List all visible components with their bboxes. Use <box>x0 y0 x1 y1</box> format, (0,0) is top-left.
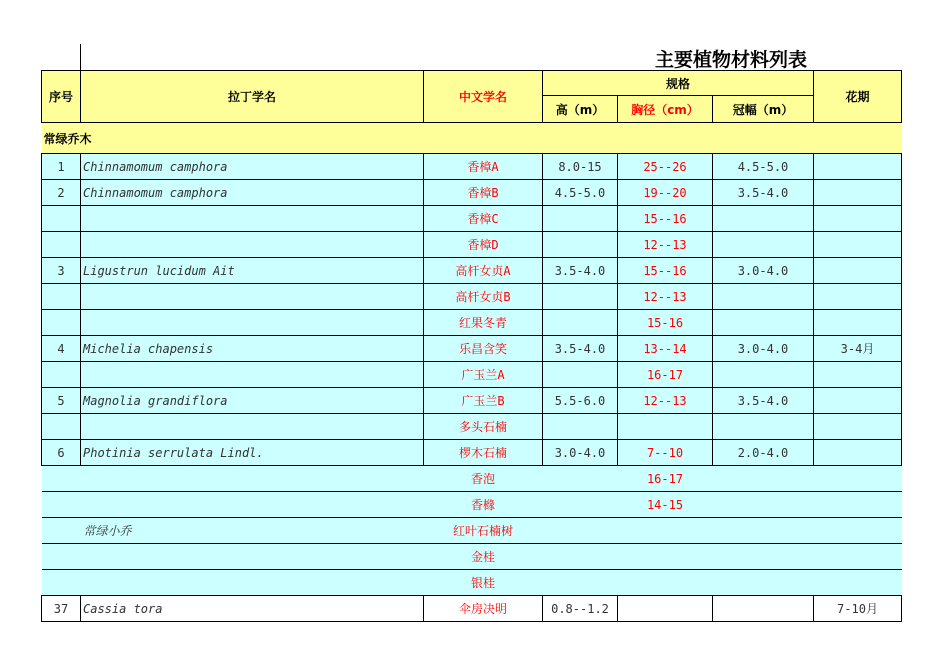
cell-latin: Cassia tora <box>81 596 424 622</box>
cell-seq <box>42 284 81 310</box>
cell-latin: Ligustrun lucidum Ait <box>81 258 424 284</box>
cell-rest <box>713 466 902 492</box>
cell-crown <box>713 206 814 232</box>
cell-dbh <box>618 544 713 570</box>
cell-height: 0.8--1.2 <box>543 596 618 622</box>
cell-group-label <box>42 466 424 492</box>
table-row <box>42 440 902 466</box>
top-divider-line <box>80 44 81 70</box>
cell-flower <box>814 440 902 466</box>
cell-flower <box>814 310 902 336</box>
cell-flower <box>814 362 902 388</box>
cell-height: 4.5-5.0 <box>543 180 618 206</box>
cell-height: 5.5-6.0 <box>543 388 618 414</box>
cell-group-label: 常绿小乔 <box>42 518 424 544</box>
cell-dbh: 12--13 <box>618 232 713 258</box>
cell-height <box>543 518 618 544</box>
header-latin: 拉丁学名 <box>81 71 424 123</box>
cell-latin <box>81 232 424 258</box>
cell-height: 8.0-15 <box>543 154 618 180</box>
cell-height <box>543 414 618 440</box>
cell-chinese: 香橼 <box>424 492 543 518</box>
cell-flower <box>814 154 902 180</box>
table-row <box>42 388 902 414</box>
cell-flower <box>814 388 902 414</box>
header-seq: 序号 <box>42 71 81 123</box>
cell-dbh <box>618 596 713 622</box>
cell-chinese: 广玉兰A <box>424 362 543 388</box>
cell-crown: 3.5-4.0 <box>713 180 814 206</box>
cell-chinese: 伞房决明 <box>424 596 543 622</box>
cell-latin <box>81 414 424 440</box>
cell-dbh <box>618 518 713 544</box>
cell-rest <box>713 570 902 596</box>
cell-flower <box>814 232 902 258</box>
cell-group-label <box>42 492 424 518</box>
cell-latin <box>81 310 424 336</box>
cell-chinese: 红果冬青 <box>424 310 543 336</box>
cell-seq <box>42 206 81 232</box>
cell-height <box>543 492 618 518</box>
table-row <box>42 362 902 388</box>
cell-latin <box>81 206 424 232</box>
header-row <box>42 71 902 96</box>
cell-seq <box>42 414 81 440</box>
cell-crown <box>713 414 814 440</box>
cell-height: 3.5-4.0 <box>543 336 618 362</box>
cell-latin: Chinnamomum camphora <box>81 154 424 180</box>
cell-height: 3.5-4.0 <box>543 258 618 284</box>
cell-seq: 5 <box>42 388 81 414</box>
header-height: 高（m） <box>543 96 618 123</box>
cell-crown <box>713 284 814 310</box>
cell-height <box>543 284 618 310</box>
table-row <box>42 232 902 258</box>
cell-seq <box>42 310 81 336</box>
cell-dbh: 16-17 <box>618 466 713 492</box>
cell-seq: 3 <box>42 258 81 284</box>
cell-height <box>543 362 618 388</box>
table-row <box>42 180 902 206</box>
cell-height <box>543 570 618 596</box>
cell-height <box>543 206 618 232</box>
cell-chinese: 银桂 <box>424 570 543 596</box>
cell-dbh <box>618 570 713 596</box>
cell-dbh: 7--10 <box>618 440 713 466</box>
header-spec: 规格 <box>543 71 814 96</box>
cell-chinese: 高杆女贞A <box>424 258 543 284</box>
cell-seq: 6 <box>42 440 81 466</box>
cell-dbh <box>618 414 713 440</box>
cell-height <box>543 232 618 258</box>
table-row <box>42 258 902 284</box>
table-row <box>42 414 902 440</box>
cell-chinese: 香樟B <box>424 180 543 206</box>
cell-chinese: 乐昌含笑 <box>424 336 543 362</box>
cell-dbh: 15-16 <box>618 310 713 336</box>
cell-crown <box>713 310 814 336</box>
cell-seq: 1 <box>42 154 81 180</box>
cell-chinese: 高杆女贞B <box>424 284 543 310</box>
cell-flower <box>814 206 902 232</box>
cell-crown: 2.0-4.0 <box>713 440 814 466</box>
category-row <box>42 123 902 154</box>
cell-flower <box>814 284 902 310</box>
cell-dbh: 13--14 <box>618 336 713 362</box>
cell-latin: Chinnamomum camphora <box>81 180 424 206</box>
cell-flower <box>814 414 902 440</box>
cell-flower <box>814 180 902 206</box>
cell-latin <box>81 284 424 310</box>
cell-chinese: 香樟C <box>424 206 543 232</box>
page-title: 主要植物材料列表 <box>655 49 808 71</box>
table-row <box>42 310 902 336</box>
cell-height <box>543 544 618 570</box>
cell-latin: Michelia chapensis <box>81 336 424 362</box>
cell-seq <box>42 362 81 388</box>
table-row <box>42 154 902 180</box>
cell-rest <box>713 544 902 570</box>
cell-flower: 7-10月 <box>814 596 902 622</box>
cell-chinese: 红叶石楠树 <box>424 518 543 544</box>
cell-seq <box>42 232 81 258</box>
cell-seq: 4 <box>42 336 81 362</box>
cell-chinese: 香泡 <box>424 466 543 492</box>
table-row-merged <box>42 544 902 570</box>
header-crown: 冠幅（m） <box>713 96 814 123</box>
table-row <box>42 284 902 310</box>
cell-flower: 3-4月 <box>814 336 902 362</box>
cell-flower <box>814 258 902 284</box>
table-row <box>42 336 902 362</box>
cell-crown: 3.0-4.0 <box>713 258 814 284</box>
cell-dbh: 25--26 <box>618 154 713 180</box>
cell-latin: Magnolia grandiflora <box>81 388 424 414</box>
cell-chinese: 多头石楠 <box>424 414 543 440</box>
cell-dbh: 15--16 <box>618 206 713 232</box>
cell-group-label <box>42 544 424 570</box>
cell-height: 3.0-4.0 <box>543 440 618 466</box>
cell-dbh: 12--13 <box>618 388 713 414</box>
cell-crown: 3.5-4.0 <box>713 388 814 414</box>
cell-seq: 37 <box>42 596 81 622</box>
cell-chinese: 香樟D <box>424 232 543 258</box>
cell-crown <box>713 232 814 258</box>
cell-chinese: 广玉兰B <box>424 388 543 414</box>
table-row-merged <box>42 492 902 518</box>
table-row-merged <box>42 466 902 492</box>
cell-dbh: 14-15 <box>618 492 713 518</box>
cell-crown: 3.0-4.0 <box>713 336 814 362</box>
cell-crown <box>713 596 814 622</box>
cell-dbh: 15--16 <box>618 258 713 284</box>
cell-group-label <box>42 570 424 596</box>
cell-latin: Photinia serrulata Lindl. <box>81 440 424 466</box>
cell-chinese: 香樟A <box>424 154 543 180</box>
cell-rest <box>713 518 902 544</box>
cell-crown <box>713 362 814 388</box>
cell-rest <box>713 492 902 518</box>
header-dbh: 胸径（cm） <box>618 96 713 123</box>
cell-height <box>543 466 618 492</box>
cell-chinese: 金桂 <box>424 544 543 570</box>
cell-dbh: 16-17 <box>618 362 713 388</box>
table-row-merged <box>42 518 902 544</box>
cell-dbh: 19--20 <box>618 180 713 206</box>
table-row-merged <box>42 570 902 596</box>
cell-latin <box>81 362 424 388</box>
category-label: 常绿乔木 <box>42 123 902 154</box>
cell-dbh: 12--13 <box>618 284 713 310</box>
cell-seq: 2 <box>42 180 81 206</box>
cell-height <box>543 310 618 336</box>
cell-crown: 4.5-5.0 <box>713 154 814 180</box>
header-flower: 花期 <box>814 71 902 123</box>
cell-chinese: 椤木石楠 <box>424 440 543 466</box>
plant-materials-table <box>41 70 902 622</box>
table-row <box>42 206 902 232</box>
table-row-last <box>42 596 902 622</box>
header-chinese: 中文学名 <box>424 71 543 123</box>
